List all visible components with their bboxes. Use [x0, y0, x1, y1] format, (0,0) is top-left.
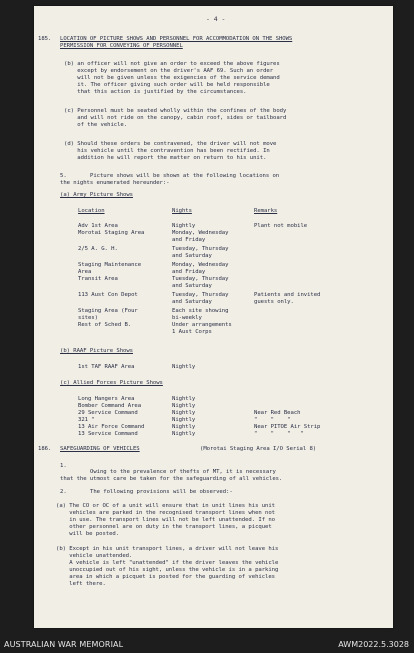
text-line: left there.: [56, 581, 106, 587]
cell-nights: Tuesday, Thursday: [172, 276, 229, 282]
allied-picture-shows-label: (c) Allied Forces Picture Shows: [60, 380, 163, 386]
text-line: area in which a picquet is posted for the guarding of vehicles: [56, 574, 275, 580]
section-186-title: SAFEGUARDING OF VEHICLES: [60, 446, 140, 452]
cell-nights: bi-weekly: [172, 315, 202, 321]
cell-location: Rest of Sched B.: [78, 322, 132, 328]
raaf-location: 1st TAF RAAF Area: [78, 364, 135, 370]
text-line: and will not ride on the canopy, cabin roof, sides or tailboard: [64, 115, 287, 121]
cell-remarks: Near Red Beach: [254, 410, 301, 416]
raaf-picture-shows-label: (b) RAAF Picture Shows: [60, 348, 133, 354]
text-line: (b) Except in his unit transport lines, a driver will not leave his: [56, 546, 279, 552]
text-line: will be posted.: [56, 531, 120, 537]
text-line: other personnel are on duty in the transport lines, a picquet: [56, 524, 272, 530]
document-page: [34, 6, 393, 628]
cell-nights: Nightly: [172, 417, 196, 423]
cell-nights: and Saturday: [172, 299, 212, 305]
cell-nights: Nightly: [172, 410, 196, 416]
cell-location: 29 Service Command: [78, 410, 138, 416]
text-line: (b) an officer will not give an order to exceed the above figures: [64, 61, 280, 67]
picture-shows-intro-line: the nights enumerated hereunder:-: [60, 180, 170, 186]
cell-remarks: Near PITOE Air Strip: [254, 424, 321, 430]
cell-remarks: Patients and invited: [254, 292, 321, 298]
cell-nights: and Friday: [172, 269, 206, 275]
para-1-line: Owing to the prevalence of thefts of MT, it is necessary: [90, 469, 276, 475]
section-185-title: LOCATION OF PICTURE SHOWS AND PERSONNEL FOR ACCOMMODATION ON THE SHOWS: [60, 36, 293, 42]
text-line: except by endorsement on the driver's AAF 69. Such an order: [64, 68, 274, 74]
para-1-number: 1.: [60, 463, 67, 469]
cell-location: Staging Area (Four: [78, 308, 138, 314]
raaf-nights: Nightly: [172, 364, 196, 370]
institution-name: AUSTRALIAN WAR MEMORIAL: [4, 640, 124, 649]
cell-remarks: " " ": [254, 417, 291, 423]
header-location: Location: [78, 208, 105, 214]
cell-nights: Each site showing: [172, 308, 229, 314]
cell-nights: Tuesday, Thursday: [172, 292, 229, 298]
cell-location: 2/5 A. G. H.: [78, 246, 118, 252]
cell-location: Area: [78, 269, 92, 275]
cell-location: Transit Area: [78, 276, 118, 282]
cell-nights: Under arrangements: [172, 322, 232, 328]
archive-footer: [0, 637, 414, 653]
cell-nights: Tuesday, Thursday: [172, 246, 229, 252]
header-nights: Nights: [172, 208, 192, 214]
cell-location: 321 ": [78, 417, 95, 423]
cell-remarks: guests only.: [254, 299, 294, 305]
cell-nights: Monday, Wednesday: [172, 262, 229, 268]
para-2-number: 2.: [60, 489, 67, 495]
cell-location: 113 Aust Con Depot: [78, 292, 138, 298]
text-line: will not be given unless the exigencies of the service demand: [64, 75, 280, 81]
section-185-number: 185.: [38, 36, 52, 42]
cell-location: Bomber Command Area: [78, 403, 142, 409]
text-line: unoccupied out of his sight, unless the vehicle is in a parking: [56, 567, 279, 573]
text-line: his vehicle until the contravention has been rectified. In: [64, 148, 270, 154]
text-line: vehicles are parked in the recognised transport lines when not: [56, 510, 275, 516]
cell-nights: and Saturday: [172, 283, 212, 289]
para-2-text: The following provisions will be observed:-: [90, 489, 233, 495]
cell-location: Long Hangers Area: [78, 396, 135, 402]
cell-location: Morotai Staging Area: [78, 230, 145, 236]
cell-nights: Monday, Wednesday: [172, 230, 229, 236]
text-line: in use. The transport lines will not be left unattended. If no: [56, 517, 275, 523]
cell-nights: Nightly: [172, 396, 196, 402]
section-186-number: 186.: [38, 446, 52, 452]
text-line: vehicle unattended.: [56, 553, 133, 559]
item-reference: AWM2022.5.3028: [338, 640, 409, 649]
para-1-line: that the utmost care be taken for the safeguarding of all vehicles.: [60, 476, 283, 482]
page-number: - 4 -: [206, 15, 226, 23]
picture-shows-intro-line: Picture shows will be shown at the following locations on: [90, 173, 280, 179]
text-line: A vehicle is left "unattended" if the driver leaves the vehicle: [56, 560, 279, 566]
cell-remarks: " " " ": [254, 431, 304, 437]
cell-nights: Nightly: [172, 223, 196, 229]
cell-nights: and Saturday: [172, 253, 212, 259]
cell-nights: Nightly: [172, 431, 196, 437]
cell-remarks: Plant not mobile: [254, 223, 308, 229]
section-186-reference: (Morotai Staging Area I/O Serial 8): [200, 446, 317, 452]
text-line: (d) Should these orders be contravened, the driver will not move: [64, 141, 277, 147]
cell-location: 13 Service Command: [78, 431, 138, 437]
cell-nights: Nightly: [172, 424, 196, 430]
text-line: (a) The CO or OC of a unit will ensure that in unit lines his unit: [56, 503, 275, 509]
cell-nights: and Friday: [172, 237, 206, 243]
army-picture-shows-label: (a) Army Picture Shows: [60, 192, 133, 198]
section-185-subtitle: PERMISSION FOR CONVEYING OF PERSONNEL: [60, 43, 183, 49]
text-line: (c) Personnel must be seated wholly within the confines of the body: [64, 108, 287, 114]
text-line: it. The officer giving such order will be held responsible: [64, 82, 270, 88]
picture-shows-number: 5.: [60, 173, 67, 179]
text-line: addition he will report the matter on return to his unit.: [64, 155, 267, 161]
cell-nights: 1 Aust Corps: [172, 329, 212, 335]
header-remarks: Remarks: [254, 208, 278, 214]
cell-location: sites): [78, 315, 98, 321]
text-line: that this action is justified by the circumstances.: [64, 89, 247, 95]
cell-location: 13 Air Force Command: [78, 424, 145, 430]
cell-location: Staging Maintenance: [78, 262, 142, 268]
text-line: of the vehicle.: [64, 122, 128, 128]
cell-nights: Nightly: [172, 403, 196, 409]
cell-location: Adv 1st Area: [78, 223, 118, 229]
